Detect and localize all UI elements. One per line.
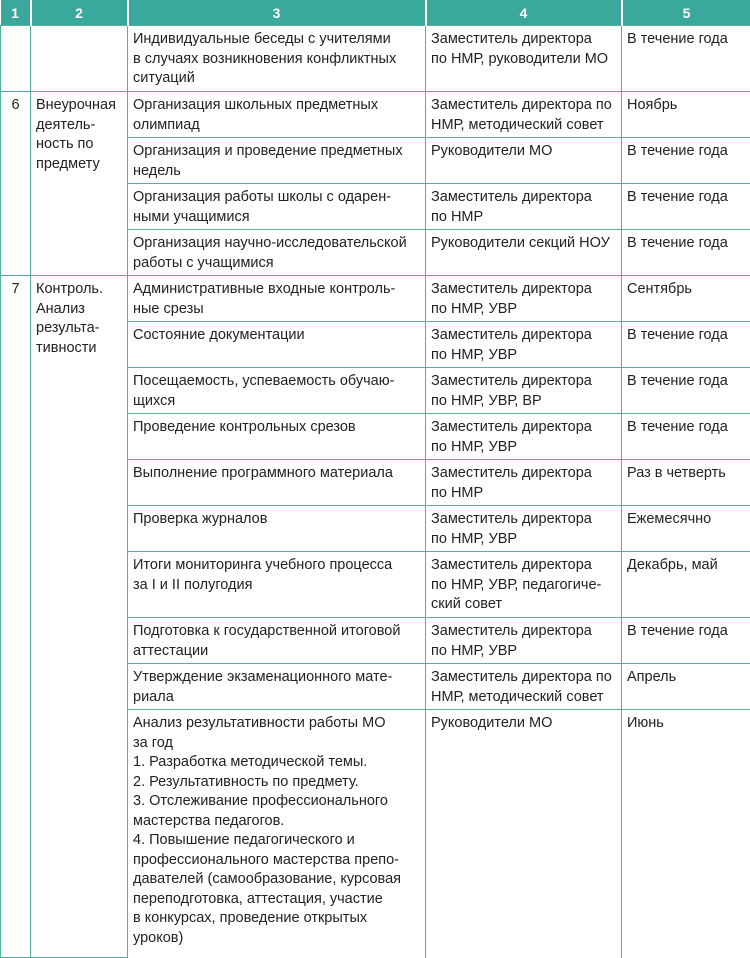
- responsible-cell: Заместитель директора по НМР: [426, 460, 622, 506]
- section-cell: [31, 26, 128, 92]
- col-header-4: 4: [426, 0, 622, 26]
- deadline-cell: Ежемесячно: [622, 506, 750, 552]
- responsible-cell: Заместитель директора по НМР, УВР: [426, 618, 622, 664]
- task-cell: Проведение контрольных срезов: [128, 414, 426, 460]
- row-number-cell: [1, 26, 31, 92]
- section-cell: Контроль. Анализ результа- тивности: [31, 276, 128, 958]
- deadline-cell: В течение года: [622, 184, 750, 230]
- task-cell: Проверка журналов: [128, 506, 426, 552]
- task-cell: Индивидуальные беседы с учителями в случаях возникновения конфликтных ситуаций: [128, 26, 426, 92]
- responsible-cell: Заместитель директора по НМР, УВР: [426, 276, 622, 322]
- responsible-cell: Заместитель директора по НМР, УВР: [426, 322, 622, 368]
- deadline-cell: Июнь: [622, 710, 750, 958]
- responsible-cell: Заместитель директора по НМР, методический совет: [426, 92, 622, 138]
- deadline-cell: В течение года: [622, 230, 750, 276]
- row-number-cell: 6: [1, 92, 31, 276]
- row-number-cell: 7: [1, 276, 31, 958]
- task-cell: Организация и проведение предметных недель: [128, 138, 426, 184]
- deadline-cell: Сентябрь: [622, 276, 750, 322]
- task-cell: Административные входные контроль- ные срезы: [128, 276, 426, 322]
- responsible-cell: Заместитель директора по НМР, УВР: [426, 414, 622, 460]
- task-cell: Состояние документации: [128, 322, 426, 368]
- task-cell: Посещаемость, успеваемость обучаю- щихся: [128, 368, 426, 414]
- task-cell: Итоги мониторинга учебного процесса за I и II полугодия: [128, 552, 426, 618]
- responsible-cell: Заместитель директора по НМР, УВР, ВР: [426, 368, 622, 414]
- responsible-cell: Заместитель директора по НМР, УВР, педагогиче- ский совет: [426, 552, 622, 618]
- table-row: [1, 26, 750, 92]
- deadline-cell: Ноябрь: [622, 92, 750, 138]
- deadline-cell: В течение года: [622, 138, 750, 184]
- responsible-cell: Заместитель директора по НМР, методический совет: [426, 664, 622, 710]
- deadline-cell: В течение года: [622, 322, 750, 368]
- deadline-cell: В течение года: [622, 414, 750, 460]
- header-row: [1, 0, 750, 26]
- task-cell: Организация научно-исследовательской работы с учащимися: [128, 230, 426, 276]
- deadline-cell: Апрель: [622, 664, 750, 710]
- deadline-cell: В течение года: [622, 368, 750, 414]
- task-cell: Утверждение экзаменационного мате- риала: [128, 664, 426, 710]
- responsible-cell: Руководители МО: [426, 138, 622, 184]
- task-cell: Подготовка к государственной итоговой аттестации: [128, 618, 426, 664]
- col-header-1: 1: [1, 0, 31, 26]
- deadline-cell: В течение года: [622, 26, 750, 92]
- responsible-cell: Руководители секций НОУ: [426, 230, 622, 276]
- responsible-cell: Заместитель директора по НМР: [426, 184, 622, 230]
- responsible-cell: Руководители МО: [426, 710, 622, 958]
- responsible-cell: Заместитель директора по НМР, руководители МО: [426, 26, 622, 92]
- col-header-3: 3: [128, 0, 426, 26]
- responsible-cell: Заместитель директора по НМР, УВР: [426, 506, 622, 552]
- deadline-cell: Декабрь, май: [622, 552, 750, 618]
- col-header-2: 2: [31, 0, 128, 26]
- table-row: [1, 92, 750, 138]
- table-row: [1, 276, 750, 322]
- task-cell: Организация работы школы с одарен- ными учащимися: [128, 184, 426, 230]
- deadline-cell: В течение года: [622, 618, 750, 664]
- col-header-5: 5: [622, 0, 750, 26]
- task-cell: Организация школьных предметных олимпиад: [128, 92, 426, 138]
- section-cell: Внеурочная деятель- ность по предмету: [31, 92, 128, 276]
- task-cell: Анализ результативности работы МО за год 1. Разработка методической темы. 2. Результативность по предмету. 3. Отслеживание профессионального мастерства педагогов. 4. Повышение педагогического и профессионального мастерства препо- давателей (самообразование, курсовая переподготовка, аттестация, участие в конкурсах, проведение открытых уроков): [128, 710, 426, 958]
- task-cell: Выполнение программного материала: [128, 460, 426, 506]
- deadline-cell: Раз в четверть: [622, 460, 750, 506]
